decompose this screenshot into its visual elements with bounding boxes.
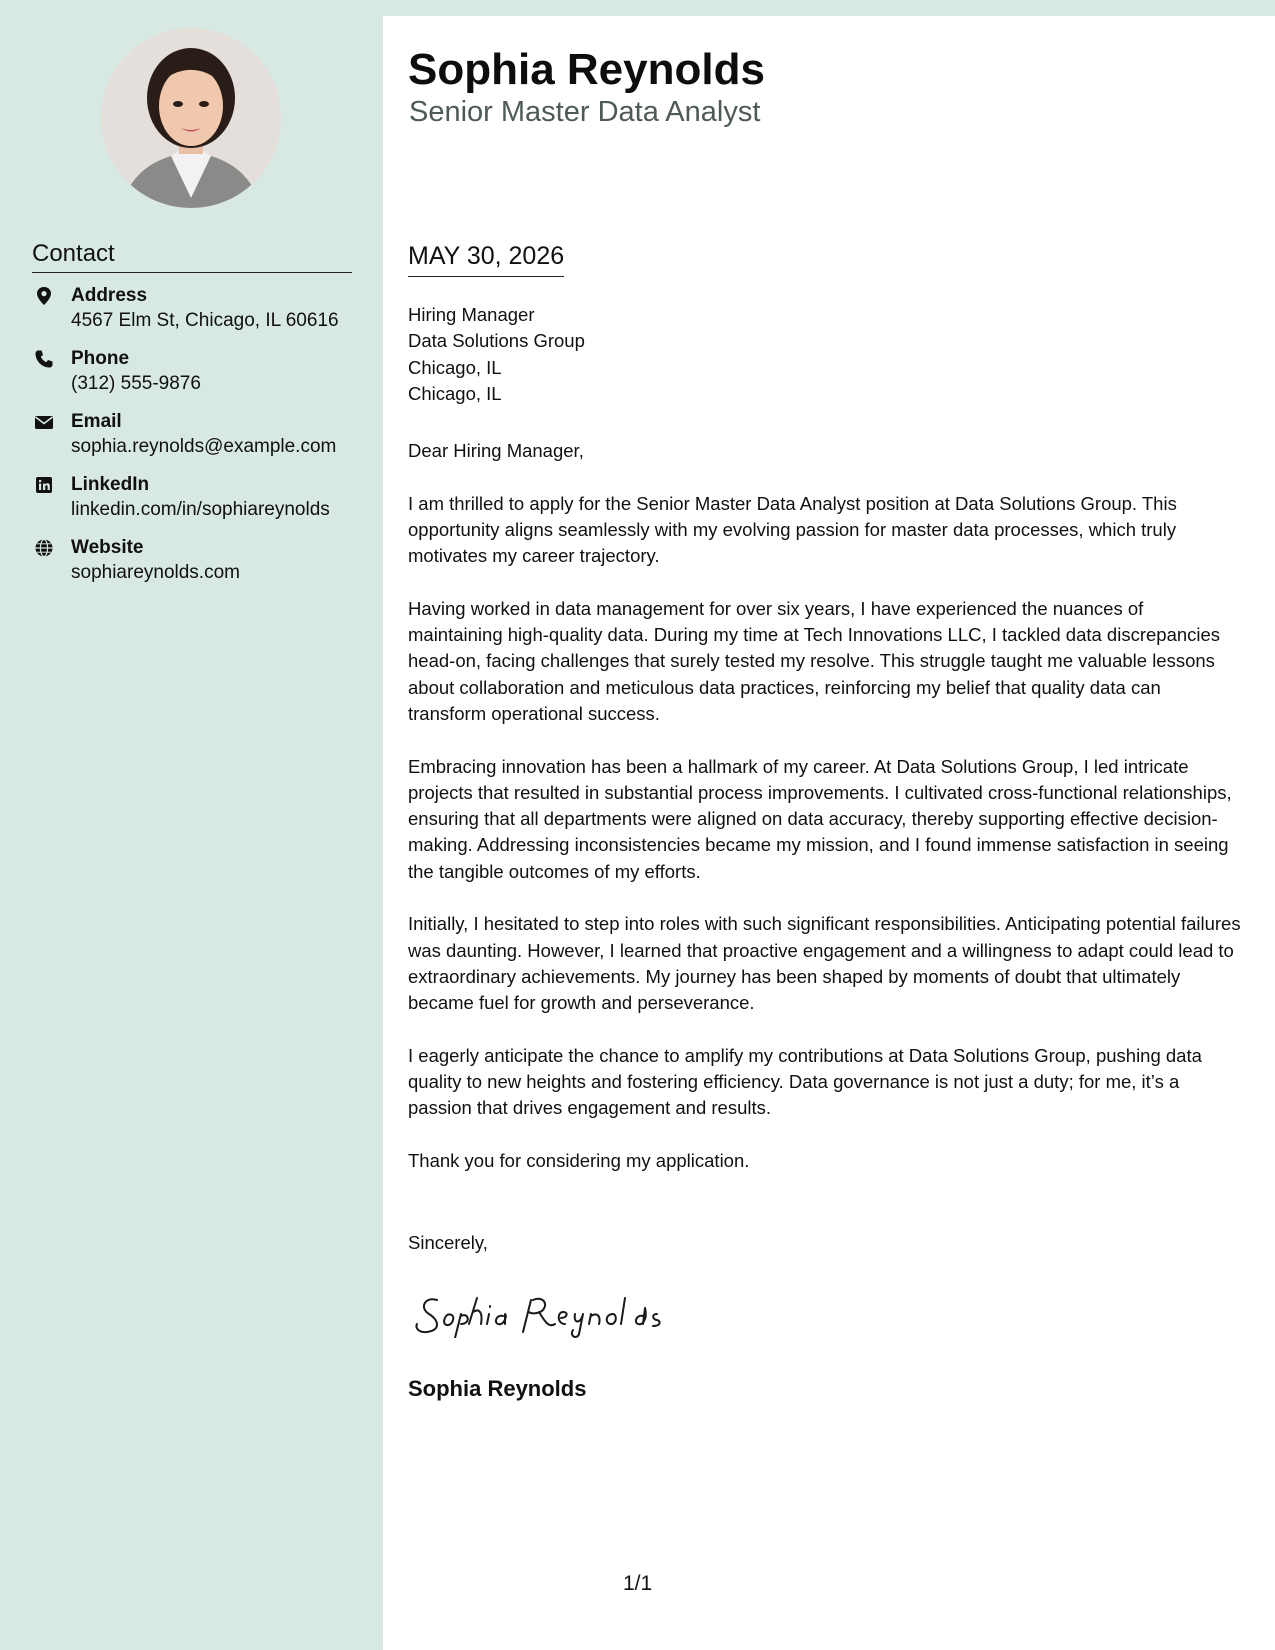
salutation: Dear Hiring Manager, xyxy=(408,440,584,461)
recipient-line: Chicago, IL xyxy=(408,382,502,404)
contact-label: Address xyxy=(71,285,148,306)
address-value: 4567 Elm St, Chicago, IL 60616 xyxy=(71,310,339,331)
contact-address xyxy=(32,284,362,347)
contact-website xyxy=(32,536,362,599)
letter-date: MAY 30, 2026 xyxy=(408,242,564,277)
letter-paragraph: Having worked in data management for over six years, I have experienced the nuances of maintaining high-quality data. During my time at Tech Innovations LLC, I tackled data discrepancies head-on, facing challenges that surely tested my resolve. This struggle taught me valuable lessons about collaboration and meticulous data practices, reinforcing my belief that quality data can transform operational success. xyxy=(408,597,1221,724)
letter-paragraph: I am thrilled to apply for the Senior Master Data Analyst position at Data Solutions Group. This opportunity aligns seamlessly with my evolving passion for master data processes, which truly motivates my career trajectory. xyxy=(408,492,1177,567)
letter-paragraph: I eagerly anticipate the chance to amplify my contributions at Data Solutions Group, pushing data quality to new heights and fostering efficiency. Data governance is not just a duty; for me, it’s a passion that drives engagement and results. xyxy=(408,1044,1202,1119)
envelope-icon xyxy=(34,412,54,432)
contact-label: Phone xyxy=(71,348,130,369)
letter-page xyxy=(383,16,1275,1650)
applicant-title: Senior Master Data Analyst xyxy=(409,96,761,128)
contact-label: LinkedIn xyxy=(71,474,150,495)
letter-paragraph: Thank you for considering my application. xyxy=(408,1150,750,1172)
letter-paragraph: Initially, I hesitated to step into roles with such significant responsibilities. Anticipating potential failures was daunting. However, I learned that proactive engagement and a willingness to adapt could lead to extraordinary achievements. My journey has been shaped by moments of doubt that ultimately became fuel for growth and perseverance. xyxy=(408,913,1241,1014)
page-number: 1/1 xyxy=(623,1572,653,1595)
linkedin-icon xyxy=(34,475,54,495)
recipient-block xyxy=(408,302,1228,407)
contact-label: Email xyxy=(71,411,122,432)
profile-photo xyxy=(101,28,281,208)
contact-label: Website xyxy=(71,537,144,558)
location-pin-icon xyxy=(34,286,54,306)
applicant-name: Sophia Reynolds xyxy=(408,45,765,94)
phone-value: (312) 555-9876 xyxy=(71,373,201,394)
contact-phone xyxy=(32,347,362,410)
contact-heading: Contact xyxy=(32,240,352,273)
profile-photo-illustration xyxy=(101,28,281,208)
email-value[interactable]: sophia.reynolds@example.com xyxy=(71,436,337,457)
globe-icon xyxy=(34,538,54,558)
linkedin-value[interactable]: linkedin.com/in/sophiareynolds xyxy=(71,499,330,520)
closing: Sincerely, xyxy=(408,1232,488,1253)
phone-icon xyxy=(34,349,54,369)
contact-email xyxy=(32,410,362,473)
recipient-line: Data Solutions Group xyxy=(408,330,585,352)
contact-linkedin xyxy=(32,473,362,536)
recipient-line: Hiring Manager xyxy=(408,304,535,325)
letter-paragraph: Embracing innovation has been a hallmark of my career. At Data Solutions Group, I led intricate projects that resulted in substantial process improvements. I cultivated cross-functional relationships, ensuring that all departments were aligned on data accuracy, thereby supporting effective decision-making. Addressing inconsistencies became my mission, and I found immense satisfaction in seeing the tangible outcomes of my efforts. xyxy=(408,755,1232,882)
signed-name: Sophia Reynolds xyxy=(408,1376,587,1401)
recipient-line: Chicago, IL xyxy=(408,356,502,378)
letter-body xyxy=(408,438,1243,1201)
contact-list xyxy=(32,284,362,599)
handwritten-signature xyxy=(411,1278,671,1338)
website-value[interactable]: sophiareynolds.com xyxy=(71,562,240,583)
sidebar xyxy=(0,0,383,1650)
